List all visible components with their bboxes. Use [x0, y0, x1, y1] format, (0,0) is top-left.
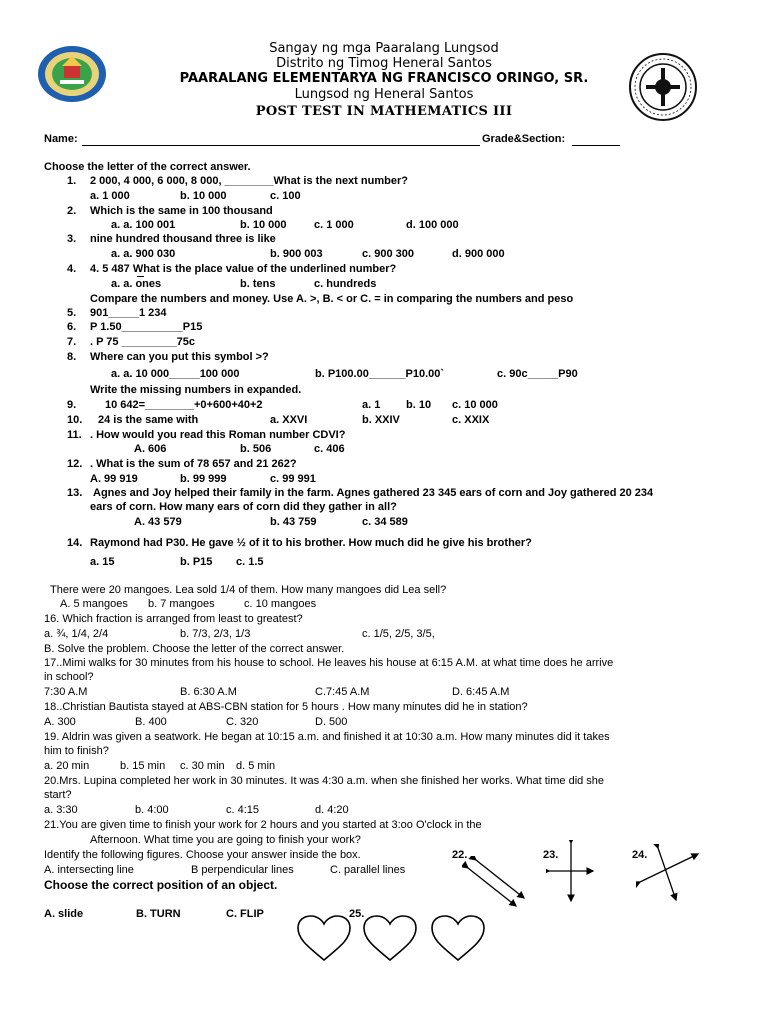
move-choice: A. slide	[44, 908, 84, 920]
answer-choice: d. 5 min	[236, 760, 276, 772]
answer-choice: b. P100.00______P10.00`	[315, 368, 445, 380]
heart-icon	[430, 914, 486, 962]
answer-choice: b. 7 mangoes	[148, 598, 215, 610]
answer-choice: c. 900 300	[362, 248, 414, 260]
answer-choice: C. 320	[226, 716, 259, 728]
answer-choice: a. a. ones	[111, 278, 162, 290]
question-text: Which is the same in 100 thousand	[90, 205, 273, 217]
question-number: 12.	[67, 458, 83, 470]
name-label: Name:	[44, 133, 78, 145]
q19-text: 19. Aldrin was given a seatwork. He began at 10:15 a.m. and finished it at 10:30 a.m. How many minutes did it takes	[44, 731, 610, 743]
question-number: 4.	[67, 263, 77, 275]
answer-choice: c. 1/5, 2/5, 3/5,	[362, 628, 435, 640]
question-number: 11.	[67, 429, 82, 441]
test-title: POST TEST IN MATHEMATICS III	[255, 104, 513, 119]
answer-choice: a. 20 min	[44, 760, 90, 772]
solve-instruction: B. Solve the problem. Choose the letter of the correct answer.	[44, 643, 345, 655]
answer-choice: c. XXIX	[452, 414, 490, 426]
answer-choice: c. 100	[270, 190, 301, 202]
answer-choice: d. 4:20	[315, 804, 349, 816]
district-line: Distrito ng Timog Heneral Santos	[276, 56, 492, 71]
answer-choice: a. ¾, 1/4, 2/4	[44, 628, 109, 640]
heart-icon	[296, 914, 352, 962]
answer-choice: c. hundreds	[314, 278, 377, 290]
answer-choice: a. a. 10 000_____100 000	[111, 368, 240, 380]
name-field[interactable]	[82, 145, 480, 146]
position-instruction: Choose the correct position of an object.	[44, 878, 278, 892]
question-text: Raymond had P30. He gave ½ of it to his brother. How much did he give his brother?	[90, 537, 532, 549]
answer-choice: A. 606	[134, 443, 167, 455]
q20-text-cont: start?	[44, 789, 72, 801]
grade-field[interactable]	[572, 145, 620, 146]
expanded-instruction: Write the missing numbers in expanded.	[90, 384, 302, 396]
answer-choice: b. 4:00	[135, 804, 169, 816]
question-text-cont: ears of corn. How many ears of corn did they gather in all?	[90, 501, 397, 513]
answer-choice: 7:30 A.M	[44, 686, 88, 698]
question-number: 9.	[67, 399, 77, 411]
question-number: 13.	[67, 487, 83, 499]
answer-choice: C. parallel lines	[330, 864, 406, 876]
q17-text-cont: in school?	[44, 671, 94, 683]
answer-choice: A. intersecting line	[44, 864, 134, 876]
answer-choice: c. 1 000	[314, 219, 354, 231]
question-number: 5.	[67, 307, 77, 319]
heart-icon	[362, 914, 418, 962]
question-text: 24 is the same with	[98, 414, 199, 426]
answer-choice: b. 10 000	[240, 219, 287, 231]
question-number: 10.	[67, 414, 83, 426]
answer-choice: B perpendicular lines	[191, 864, 294, 876]
question-number: 1.	[67, 175, 77, 187]
intersecting-lines-icon	[636, 844, 702, 904]
q19-text-cont: him to finish?	[44, 745, 109, 757]
answer-choice: b. 900 003	[270, 248, 323, 260]
question-number: 14.	[67, 537, 83, 549]
question-text: 10 642=________+0+600+40+2	[105, 399, 263, 411]
move-choice: B. TURN	[136, 908, 181, 920]
answer-choice: A. 43 579	[134, 516, 182, 528]
q20-text: 20.Mrs. Lupina completed her work in 30 minutes. It was 4:30 a.m. when she finished her works. What time did she	[44, 775, 605, 787]
answer-choice: a. a. 100 001	[111, 219, 176, 231]
division-line: Sangay ng mga Paaralang Lungsod	[269, 41, 499, 56]
answer-choice: b. 15 min	[120, 760, 166, 772]
q15-text: There were 20 mangoes. Lea sold 1/4 of them. How many mangoes did Lea sell?	[50, 584, 447, 596]
question-text: Agnes and Joy helped their family in the farm. Agnes gathered 23 345 ears of corn and Joy gathered 20 234	[93, 487, 654, 499]
answer-choice: b. 10	[406, 399, 432, 411]
school-name: PAARALANG ELEMENTARYA NG FRANCISCO ORINGO, SR.	[179, 71, 589, 86]
answer-choice: c. 30 min	[180, 760, 225, 772]
question-number: 6.	[67, 321, 77, 333]
answer-choice: d. 100 000	[406, 219, 459, 231]
answer-choice: d. 900 000	[452, 248, 505, 260]
answer-choice: c. 10 000	[452, 399, 498, 411]
answer-choice: A. 5 mangoes	[60, 598, 128, 610]
answer-choice: D. 6:45 A.M	[452, 686, 510, 698]
question-text: 901_____1 234	[90, 307, 167, 319]
parallel-lines-icon	[462, 856, 532, 908]
underline-mark	[137, 276, 144, 277]
q17-text: 17..Mimi walks for 30 minutes from his house to school. He leaves his house at 6:15 A.M. at what time does he arrive	[44, 657, 614, 669]
answer-choice: c. 10 mangoes	[244, 598, 317, 610]
figure-label: 24.	[632, 849, 648, 861]
figure-label: 25.	[349, 908, 365, 920]
answer-choice: a. 15	[90, 556, 115, 568]
answer-choice: B. 400	[135, 716, 167, 728]
question-text: . P 75 _________75c	[90, 336, 196, 348]
identify-instruction: Identify the following figures. Choose your answer inside the box.	[44, 849, 361, 861]
question-number: 3.	[67, 233, 77, 245]
answer-choice: b. P15	[180, 556, 213, 568]
answer-choice: b. 43 759	[270, 516, 317, 528]
answer-choice: a. a. 900 030	[111, 248, 176, 260]
question-number: 7.	[67, 336, 77, 348]
answer-choice: c. 406	[314, 443, 345, 455]
q21-text-cont: Afternoon. What time you are going to finish your work?	[90, 834, 361, 846]
answer-choice: D. 500	[315, 716, 348, 728]
figure-label: 22.	[452, 849, 468, 861]
move-choice: C. FLIP	[226, 908, 264, 920]
grade-label: Grade&Section:	[482, 133, 566, 145]
question-text: P 1.50__________P15	[90, 321, 203, 333]
city-line: Lungsod ng Heneral Santos	[294, 87, 474, 102]
figure-label: 23.	[543, 849, 559, 861]
main-instruction: Choose the letter of the correct answer.	[44, 161, 251, 173]
answer-choice: a. 1	[362, 399, 381, 411]
answer-choice: A. 99 919	[90, 473, 138, 485]
answer-choice: a. 1 000	[90, 190, 130, 202]
answer-choice: c. 1.5	[236, 556, 264, 568]
question-text: nine hundred thousand three is like	[90, 233, 276, 245]
answer-choice: B. 6:30 A.M	[180, 686, 237, 698]
answer-choice: b. 7/3, 2/3, 1/3	[180, 628, 251, 640]
answer-choice: b. 506	[240, 443, 272, 455]
perpendicular-lines-icon	[546, 840, 596, 904]
compare-instruction: Compare the numbers and money. Use A. >, B. < or C. = in comparing the numbers and peso	[90, 293, 574, 305]
answer-choice: c. 4:15	[226, 804, 260, 816]
answer-choice: A. 300	[44, 716, 76, 728]
question-number: 8.	[67, 351, 77, 363]
q18-text: 18..Christian Bautista stayed at ABS-CBN station for 5 hours . How many minutes did he in station?	[44, 701, 528, 713]
question-number: 2.	[67, 205, 77, 217]
answer-choice: b. 10 000	[180, 190, 227, 202]
answer-choice: a. XXVI	[270, 414, 308, 426]
question-text: 2 000, 4 000, 6 000, 8 000, ________What is the next number?	[90, 175, 408, 187]
q21-text: 21.You are given time to finish your work for 2 hours and you started at 3:oo O'clock in the	[44, 819, 482, 831]
answer-choice: c. 34 589	[362, 516, 408, 528]
answer-choice: a. 3:30	[44, 804, 78, 816]
question-text: Where can you put this symbol >?	[90, 351, 269, 363]
answer-choice: c. 90c_____P90	[497, 368, 578, 380]
answer-choice: b. 99 999	[180, 473, 227, 485]
question-text: . What is the sum of 78 657 and 21 262?	[90, 458, 297, 470]
question-text: . How would you read this Roman number CDVI?	[90, 429, 346, 441]
question-text: 4. 5 487 What is the place value of the underlined number?	[90, 263, 397, 275]
answer-choice: c. 99 991	[270, 473, 316, 485]
answer-choice: b. tens	[240, 278, 276, 290]
answer-choice: C.7:45 A.M	[315, 686, 370, 698]
answer-choice: b. XXIV	[362, 414, 400, 426]
q16-text: 16. Which fraction is arranged from least to greatest?	[44, 613, 303, 625]
